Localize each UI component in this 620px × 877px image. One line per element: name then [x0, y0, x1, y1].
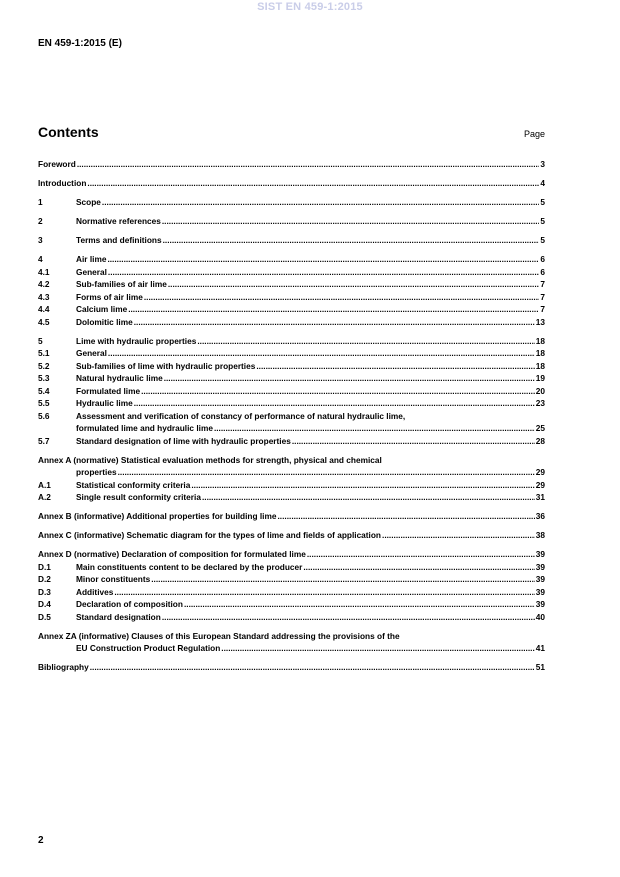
toc-leader-dots: [184, 598, 535, 611]
toc-entry-page: 36: [535, 511, 545, 521]
toc-leader-dots: [162, 611, 535, 624]
toc-entry-number: 4.5: [38, 316, 50, 327]
toc-entry-title: Single result conformity criteria: [76, 492, 201, 502]
toc-entry[interactable]: [38, 422, 545, 435]
toc-entry-page: 7: [540, 304, 545, 314]
toc-entry-page: 18: [535, 360, 545, 371]
toc-entry-page: 7: [540, 279, 545, 289]
toc-entry-number: 5.7: [38, 435, 50, 446]
toc-leader-dots: [168, 278, 540, 291]
toc-leader-dots: [128, 303, 539, 316]
toc-entry[interactable]: [38, 177, 545, 190]
toc-entry-title: Natural hydraulic lime: [76, 373, 163, 383]
toc-entry-title: Foreword: [38, 159, 76, 169]
toc-entry-page: 39: [535, 549, 545, 559]
toc-entry-number: 4.2: [38, 279, 50, 289]
toc-entry-title: Standard designation: [76, 611, 161, 622]
toc-entry-page: 18: [535, 348, 545, 358]
toc-leader-dots: [134, 316, 535, 329]
toc-entry-title: Dolomitic lime: [76, 316, 133, 327]
toc-entry-page: 4: [540, 178, 545, 188]
toc-entry-number: D.5: [38, 611, 51, 622]
toc-leader-dots: [197, 335, 534, 348]
toc-leader-dots: [77, 158, 540, 171]
toc-leader-dots: [214, 422, 535, 435]
toc-leader-dots: [114, 586, 534, 599]
document-header: EN 459-1:2015 (E): [38, 38, 122, 49]
toc-entry[interactable]: [38, 253, 545, 266]
toc-entry[interactable]: [38, 491, 545, 504]
toc-entry-title: Sub-families of lime with hydraulic properties: [76, 360, 256, 371]
toc-entry-page: 40: [535, 611, 545, 622]
toc-entry[interactable]: [38, 510, 545, 523]
toc-entry[interactable]: [38, 661, 545, 674]
toc-leader-dots: [141, 385, 535, 398]
toc-entry-page: 18: [535, 335, 545, 346]
toc-entry[interactable]: [38, 360, 545, 373]
toc-leader-dots: [277, 510, 534, 523]
toc-leader-dots: [108, 347, 535, 360]
toc-entry-number: 4: [38, 254, 43, 264]
toc-entry[interactable]: [38, 630, 545, 643]
toc-leader-dots: [107, 253, 539, 266]
toc-entry-number: D.3: [38, 586, 51, 597]
toc-entry[interactable]: [38, 479, 545, 492]
toc-leader-dots: [382, 529, 535, 542]
toc-entry[interactable]: [38, 548, 545, 561]
toc-entry-page: 39: [535, 574, 545, 584]
toc-leader-dots: [118, 466, 535, 479]
page-number: 2: [38, 835, 44, 846]
toc-entry-title: Formulated lime: [76, 385, 141, 396]
toc-entry-page: 39: [535, 586, 545, 597]
toc-entry-number: 3: [38, 235, 43, 245]
toc-entry-title: Normative references: [76, 216, 161, 226]
table-of-contents: [38, 158, 545, 674]
toc-entry-number: 5.1: [38, 348, 50, 358]
toc-entry-title: Annex C (informative) Schematic diagram for the types of lime and fields of application: [38, 530, 382, 540]
toc-entry[interactable]: [38, 454, 545, 467]
toc-entry-page: 3: [540, 159, 545, 169]
toc-entry-page: 28: [535, 435, 545, 446]
toc-entry[interactable]: [38, 215, 545, 228]
toc-entry-title: Annex D (normative) Declaration of composition for formulated lime: [38, 549, 306, 559]
toc-entry-title: Declaration of composition: [76, 599, 183, 609]
toc-entry-title: Introduction: [38, 178, 87, 188]
toc-entry-number: 5.6: [38, 410, 50, 421]
toc-leader-dots: [164, 372, 535, 385]
toc-entry-page: 7: [540, 291, 545, 302]
toc-leader-dots: [202, 491, 535, 504]
toc-entry[interactable]: [38, 598, 545, 611]
toc-leader-dots: [303, 561, 534, 574]
toc-entry-page: 6: [540, 266, 545, 277]
toc-entry-page: 20: [535, 385, 545, 396]
toc-entry-title: Annex A (normative) Statistical evaluation methods for strength, physical and chemical: [38, 454, 382, 465]
toc-entry[interactable]: [38, 611, 545, 624]
toc-entry[interactable]: [38, 234, 545, 247]
toc-leader-dots: [162, 215, 540, 228]
toc-entry-page: 39: [535, 561, 545, 572]
toc-entry-title: Air lime: [76, 254, 107, 264]
page-column-label: Page: [523, 129, 545, 139]
toc-entry-title: Annex ZA (informative) Clauses of this European Standard addressing the provisions of the: [38, 630, 400, 641]
toc-leader-dots: [108, 266, 539, 279]
toc-leader-dots: [256, 360, 534, 373]
toc-entry-title: Minor constituents: [76, 574, 151, 584]
toc-entry-number: A.2: [38, 492, 51, 502]
toc-leader-dots: [134, 397, 535, 410]
toc-entry-number: D.1: [38, 561, 51, 572]
toc-entry-page: 38: [535, 530, 545, 540]
toc-entry[interactable]: [38, 335, 545, 348]
toc-entry-number: 4.1: [38, 266, 50, 277]
toc-entry[interactable]: [38, 316, 545, 329]
toc-entry-title: Statistical conformity criteria: [76, 479, 191, 490]
toc-entry-page: 23: [535, 398, 545, 408]
toc-entry-title: Lime with hydraulic properties: [76, 335, 197, 346]
toc-entry-page: 6: [540, 254, 545, 264]
toc-entry-page: 5: [540, 216, 545, 226]
toc-entry[interactable]: [38, 410, 545, 423]
toc-entry-page: 19: [535, 373, 545, 383]
toc-entry[interactable]: [38, 573, 545, 586]
toc-entry-page: 5: [540, 197, 545, 207]
toc-entry-title: Assessment and verification of constancy of performance of natural hydraulic lime,: [76, 410, 406, 421]
watermark: SIST EN 459-1:2015: [257, 1, 363, 13]
toc-leader-dots: [307, 548, 535, 561]
toc-entry-title: Additives: [76, 586, 114, 597]
toc-leader-dots: [292, 435, 535, 448]
toc-entry-number: 5.2: [38, 360, 50, 371]
toc-entry[interactable]: [38, 278, 545, 291]
toc-entry-page: 29: [535, 479, 545, 490]
toc-entry-title: Bibliography: [38, 662, 89, 672]
toc-leader-dots: [90, 661, 535, 674]
toc-entry-title: Sub-families of air lime: [76, 279, 167, 289]
toc-entry[interactable]: [38, 466, 545, 479]
toc-entry[interactable]: [38, 385, 545, 398]
toc-entry-title: Calcium lime: [76, 304, 128, 314]
toc-entry-title: EU Construction Product Regulation: [76, 643, 221, 653]
toc-entry[interactable]: [38, 397, 545, 410]
toc-entry-number: 4.3: [38, 291, 50, 302]
toc-entry-title: Hydraulic lime: [76, 398, 133, 408]
toc-entry-title: Forms of air lime: [76, 291, 143, 302]
toc-entry[interactable]: [38, 529, 545, 542]
toc-leader-dots: [87, 177, 539, 190]
toc-leader-dots: [151, 573, 535, 586]
toc-entry-page: 13: [535, 316, 545, 327]
toc-leader-dots: [221, 642, 534, 655]
toc-entry-number: D.2: [38, 574, 51, 584]
toc-entry[interactable]: [38, 435, 545, 448]
toc-entry-title: General: [76, 348, 107, 358]
toc-entry-page: 31: [535, 492, 545, 502]
toc-entry-page: 41: [535, 643, 545, 653]
toc-entry[interactable]: [38, 561, 545, 574]
toc-entry-number: 1: [38, 197, 43, 207]
toc-entry[interactable]: [38, 303, 545, 316]
toc-entry[interactable]: [38, 347, 545, 360]
toc-entry-number: 4.4: [38, 304, 50, 314]
toc-entry[interactable]: [38, 196, 545, 209]
toc-entry-number: 5.4: [38, 385, 50, 396]
toc-entry-title: Main constituents content to be declared by the producer: [76, 561, 303, 572]
toc-entry-title: Scope: [76, 197, 101, 207]
toc-entry-number: 2: [38, 216, 43, 226]
toc-entry-page: 51: [535, 662, 545, 672]
toc-entry-number: D.4: [38, 599, 51, 609]
contents-title: Contents: [38, 124, 99, 140]
toc-entry[interactable]: [38, 266, 545, 279]
toc-entry-title: General: [76, 266, 107, 277]
toc-leader-dots: [102, 196, 539, 209]
toc-entry[interactable]: [38, 372, 545, 385]
toc-entry-number: 5.3: [38, 373, 50, 383]
toc-entry[interactable]: [38, 642, 545, 655]
toc-entry[interactable]: [38, 158, 545, 171]
toc-entry-page: 29: [535, 467, 545, 477]
toc-entry-page: 25: [535, 423, 545, 433]
toc-entry-number: A.1: [38, 479, 51, 490]
toc-leader-dots: [163, 234, 540, 247]
toc-entry-page: 39: [535, 599, 545, 609]
toc-entry-page: 5: [540, 235, 545, 245]
toc-leader-dots: [144, 291, 540, 304]
toc-entry[interactable]: [38, 586, 545, 599]
toc-entry-title: Annex B (informative) Additional properties for building lime: [38, 511, 277, 521]
toc-entry-title: properties: [76, 467, 117, 477]
toc-entry-number: 5: [38, 335, 43, 346]
toc-entry-number: 5.5: [38, 398, 50, 408]
toc-entry-title: formulated lime and hydraulic lime: [76, 423, 213, 433]
toc-entry-title: Terms and definitions: [76, 235, 162, 245]
toc-leader-dots: [191, 479, 534, 492]
toc-entry[interactable]: [38, 291, 545, 304]
toc-entry-title: Standard designation of lime with hydraulic properties: [76, 435, 291, 446]
